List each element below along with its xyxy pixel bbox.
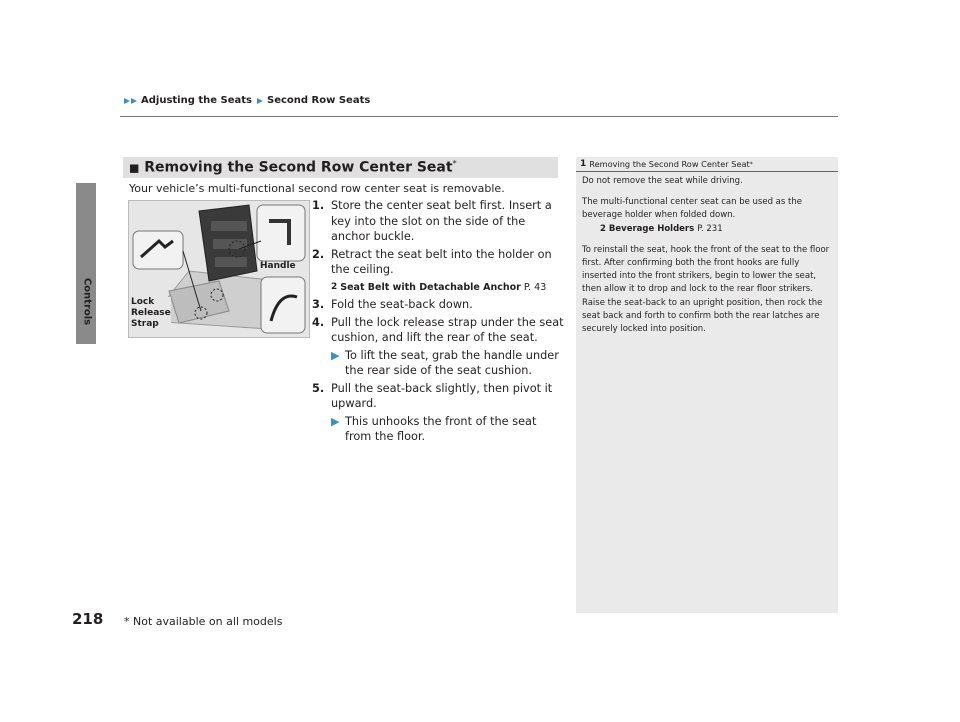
xref-page: P. 43 (523, 281, 547, 293)
chapter-label: Controls (81, 277, 93, 326)
section-title (123, 159, 457, 176)
availability-mark: * (452, 159, 457, 169)
header-divider (120, 116, 838, 117)
seat-removal-illustration (128, 200, 310, 338)
section-header (123, 157, 558, 178)
note-number-icon: 1 (580, 159, 587, 169)
xref-page: P. 231 (697, 223, 723, 234)
side-note-body (582, 175, 830, 344)
step-number: 5. (312, 381, 325, 395)
breadcrumb-arrow-icon (257, 98, 263, 104)
lock-label-line3: Strap (131, 319, 159, 329)
step-4-substep (331, 348, 564, 379)
step-text: Store the center seat belt first. Insert a key into the slot on the side of the anchor buckle. (331, 199, 552, 243)
substep-text: To lift the seat, grab the handle under the rear side of the seat cushion. (345, 348, 559, 377)
section-intro: Your vehicle’s multi-functional second row center seat is removable. (129, 182, 505, 195)
step-text: Pull the seat-back slightly, then pivot it upward. (331, 381, 553, 410)
side-note-header (576, 157, 838, 172)
breadcrumb-item-adjusting-seats[interactable]: Adjusting the Seats (141, 95, 252, 106)
lock-label-line1: Lock (131, 297, 155, 307)
breadcrumb-arrow-icon (124, 98, 137, 104)
xref-icon: 2 (331, 281, 338, 292)
step-number: 1. (312, 199, 325, 212)
side-note-paragraph: Do not remove the seat while driving. (582, 176, 743, 186)
footnote: * Not available on all models (124, 615, 283, 628)
step-4 (312, 315, 564, 346)
substep-arrow-icon: ▶ (331, 348, 340, 362)
step-5-substep (331, 414, 564, 445)
handle-label: Handle (260, 261, 296, 271)
seat-belt-anchor-xref[interactable] (331, 280, 564, 296)
xref-title[interactable]: Seat Belt with Detachable Anchor (340, 281, 521, 293)
side-note-title: Removing the Second Row Center Seat (589, 159, 750, 169)
step-text: Fold the seat-back down. (331, 298, 473, 311)
substep-arrow-icon: ▶ (331, 414, 340, 428)
step-3 (312, 297, 564, 313)
step-text: Retract the seat belt into the holder on the ceiling. (331, 247, 552, 276)
xref-title[interactable]: Beverage Holders (608, 223, 695, 234)
step-number: 4. (312, 315, 325, 329)
substep-text: This unhooks the front of the seat from the floor. (345, 414, 537, 443)
breadcrumb (124, 95, 370, 106)
side-note-paragraph: To reinstall the seat, hook the front of the seat to the floor first. After confirming both the front hooks are fully inserted into the front strikers, begin to lower the seat, then allow it to drop and lock to the rear floor strikers. Raise the seat-back to an upright position, then rock the seat back and forth to confirm both the rear latches are securely locked into position. (582, 244, 830, 335)
step-1 (312, 198, 564, 245)
step-number: 2. (312, 247, 325, 261)
removal-steps (312, 198, 564, 447)
breadcrumb-item-second-row-seats[interactable]: Second Row Seats (267, 95, 371, 106)
section-marker-icon: ■ (129, 161, 140, 175)
page-number: 218 (72, 610, 104, 628)
side-note-paragraph: The multi-functional center seat can be used as the beverage holder when folded down. (582, 197, 802, 221)
step-number: 3. (312, 298, 325, 311)
section-title-text: Removing the Second Row Center Seat (144, 159, 453, 176)
step-text: Pull the lock release strap under the seat cushion, and lift the rear of the seat. (331, 315, 564, 344)
beverage-holders-xref[interactable] (600, 223, 830, 236)
step-2 (312, 247, 564, 278)
lock-release-strap-label (131, 297, 171, 330)
availability-mark: * (749, 160, 753, 168)
xref-icon: 2 (600, 223, 606, 234)
lock-label-line2: Release (131, 308, 171, 318)
step-5 (312, 381, 564, 412)
